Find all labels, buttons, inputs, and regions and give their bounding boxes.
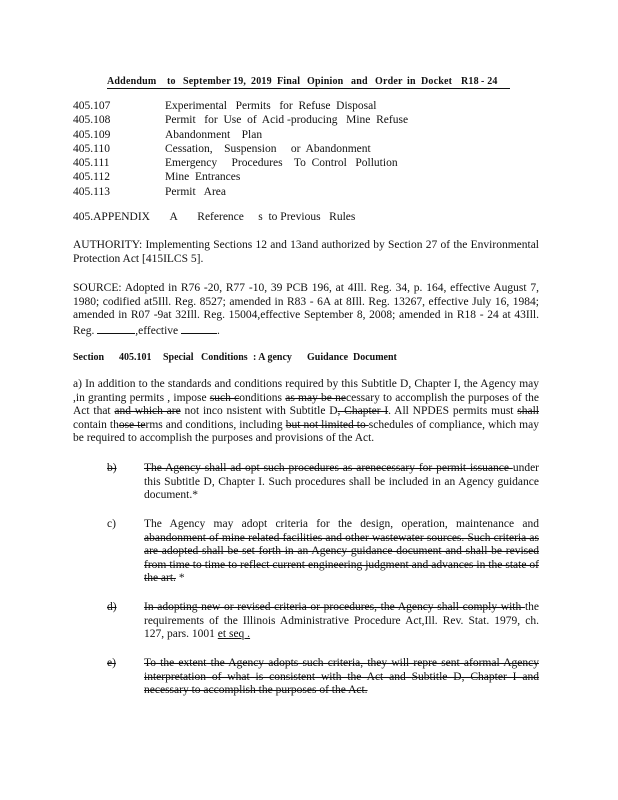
section-list <box>73 99 433 199</box>
section-heading-word: Conditions <box>201 352 248 363</box>
text-run: under this Subtitle D, Chapter I. Such procedures shall be included in an Agency guidance document.* <box>144 462 539 501</box>
section-heading-word: Document <box>353 352 397 363</box>
text-run: a) In addition to the standards and conditions required by this Subtitle D, Chapter I, the Agency may ,in granting permits , impose <box>73 378 539 404</box>
header-word: September <box>183 76 231 87</box>
section-number: 405.112 <box>73 171 110 184</box>
paragraph-a <box>73 378 539 446</box>
header-word: to <box>167 76 176 87</box>
text-run: schedules of compliance, which may be required to accomplish the purposes and provisions of the Act. <box>73 418 539 444</box>
deleted-text: and which are <box>114 405 181 417</box>
text-run: contain th <box>73 418 119 431</box>
section-list-item <box>73 113 433 127</box>
deleted-text: To the extent the Agency adopts such criteria, they will repre sent aformal Agency interpretation of what is consistent with the Act and Subtitle D, Chapter I and necessary to accomplish the purposes of the Act. <box>144 657 539 696</box>
section-number: 405.111 <box>73 157 110 170</box>
text-run: cessary to accomplish the purposes of the Act that <box>73 391 539 417</box>
header-word: Final <box>277 76 301 87</box>
source-effective: ,effective <box>135 324 179 337</box>
section-heading <box>73 352 397 363</box>
section-number: 405.107 <box>73 100 111 112</box>
subsection-text <box>144 518 539 586</box>
subsection-c <box>107 518 543 588</box>
section-heading-word: 405.101 <box>119 352 152 363</box>
section-number: 405.110 <box>73 142 110 155</box>
section-heading-word: Special <box>163 352 194 363</box>
subsection-e <box>107 657 543 699</box>
header-word: 19, <box>233 76 247 87</box>
subsection-label: b) <box>107 462 117 474</box>
section-title: Experimental Permits for Refuse Disposal <box>165 100 377 112</box>
deleted-text: In adopting new or revised criteria or procedures, the Agency shall comply with <box>144 601 525 613</box>
section-list-item <box>73 170 433 184</box>
deleted-text: as may be ne <box>285 391 346 404</box>
header-word: Docket <box>421 76 453 87</box>
page-header <box>107 76 510 89</box>
section-list-item <box>73 185 433 199</box>
section-number: 405.113 <box>73 185 110 198</box>
section-number: 405.108 <box>73 114 111 127</box>
blank-line <box>181 323 217 334</box>
source-paragraph <box>73 282 539 338</box>
section-heading-word: Section <box>73 352 105 363</box>
blank-line <box>97 323 135 334</box>
section-title: Mine Entrances <box>165 171 241 184</box>
header-word: in <box>407 76 416 87</box>
text-run: . All NPDES permits must <box>388 405 518 417</box>
section-title: Permit for Use of Acid -producing Mine Refuse <box>165 114 409 127</box>
subsection-text <box>144 657 539 698</box>
text-run: not inco nsistent with Subtitle D <box>180 405 338 417</box>
source-end: . <box>217 324 220 337</box>
text-run: onditions <box>239 391 286 404</box>
section-heading-word: Guidance <box>307 352 349 363</box>
underlined-text: et seq . <box>217 628 251 640</box>
appendix-line: 405.APPENDIX A Reference s to Previous Rules <box>73 211 356 223</box>
deleted-text: such c <box>209 391 240 404</box>
subsection-label: e) <box>107 657 116 669</box>
deleted-text: abandonment of mine related facilities and other wastewater sources. Such criteria as are adopted shall be set forth in an Agency guidance document and shall be revised from time to time to reflect current engineering judgment and advances in the state of the art. <box>144 531 539 584</box>
header-word: and <box>351 76 368 87</box>
section-title: Permit Area <box>165 185 226 198</box>
subsection-b <box>107 462 543 504</box>
section-title: Emergency Procedures To Control Pollution <box>165 157 398 170</box>
authority-paragraph: AUTHORITY: Implementing Sections 12 and 13and authorized by Section 27 of the Environmental Protection Act [415ILCS 5]. <box>73 239 539 265</box>
source-text: SOURCE: Adopted in R76 -20, R77 -10, 39 PCB 196, at 4Ill. Reg. 34, p. 164, effective August 7, 1980; codified at5Ill. Reg. 8527; amended in R83 - 6A at 8Ill. Reg. 13267, effective July 16, 1984; amended in R07 -9at 32Ill. Reg. 15004,effective September 8, 2008; amended in R18 - 24 at 43Ill. Reg. <box>73 282 539 337</box>
section-heading-word: : A gency <box>253 352 292 363</box>
subsection-text <box>144 601 539 642</box>
text-run: rms and conditions, including <box>145 418 286 431</box>
deleted-text: but not limited to <box>285 418 369 431</box>
text-run: the requirements of the Illinois Administrative Procedure Act,Ill. Rev. Stat. 1979, ch. 127, pars. 1001 <box>144 601 539 640</box>
header-word: 2019 <box>251 76 272 87</box>
section-list-item <box>73 142 433 156</box>
header-word: Order <box>375 76 403 87</box>
header-word: R18 <box>461 76 479 87</box>
section-title: Abandonment Plan <box>165 128 263 141</box>
section-list-item <box>73 99 433 113</box>
header-word: - 24 <box>481 76 498 87</box>
section-title: Cessation, Suspension or Abandonment <box>165 142 371 155</box>
section-number: 405.109 <box>73 128 111 141</box>
deleted-text: , Chapter I <box>337 405 389 417</box>
deleted-text: The Agency shall ad opt such procedures as arenecessary for permit issuance <box>144 462 513 474</box>
subsection-label: d) <box>107 601 117 613</box>
section-list-item <box>73 156 433 170</box>
header-word: Opinion <box>307 76 344 87</box>
deleted-text: ose te <box>118 418 146 431</box>
subsection-text <box>144 462 539 503</box>
subsection-label: c) <box>107 518 116 530</box>
text-run: The Agency may adopt criteria for the design, operation, maintenance and <box>144 518 539 530</box>
text-run: * <box>175 572 185 584</box>
subsection-d <box>107 601 543 643</box>
section-list-item <box>73 128 433 142</box>
header-word: Addendum <box>107 76 157 87</box>
deleted-text: shall <box>517 405 539 417</box>
